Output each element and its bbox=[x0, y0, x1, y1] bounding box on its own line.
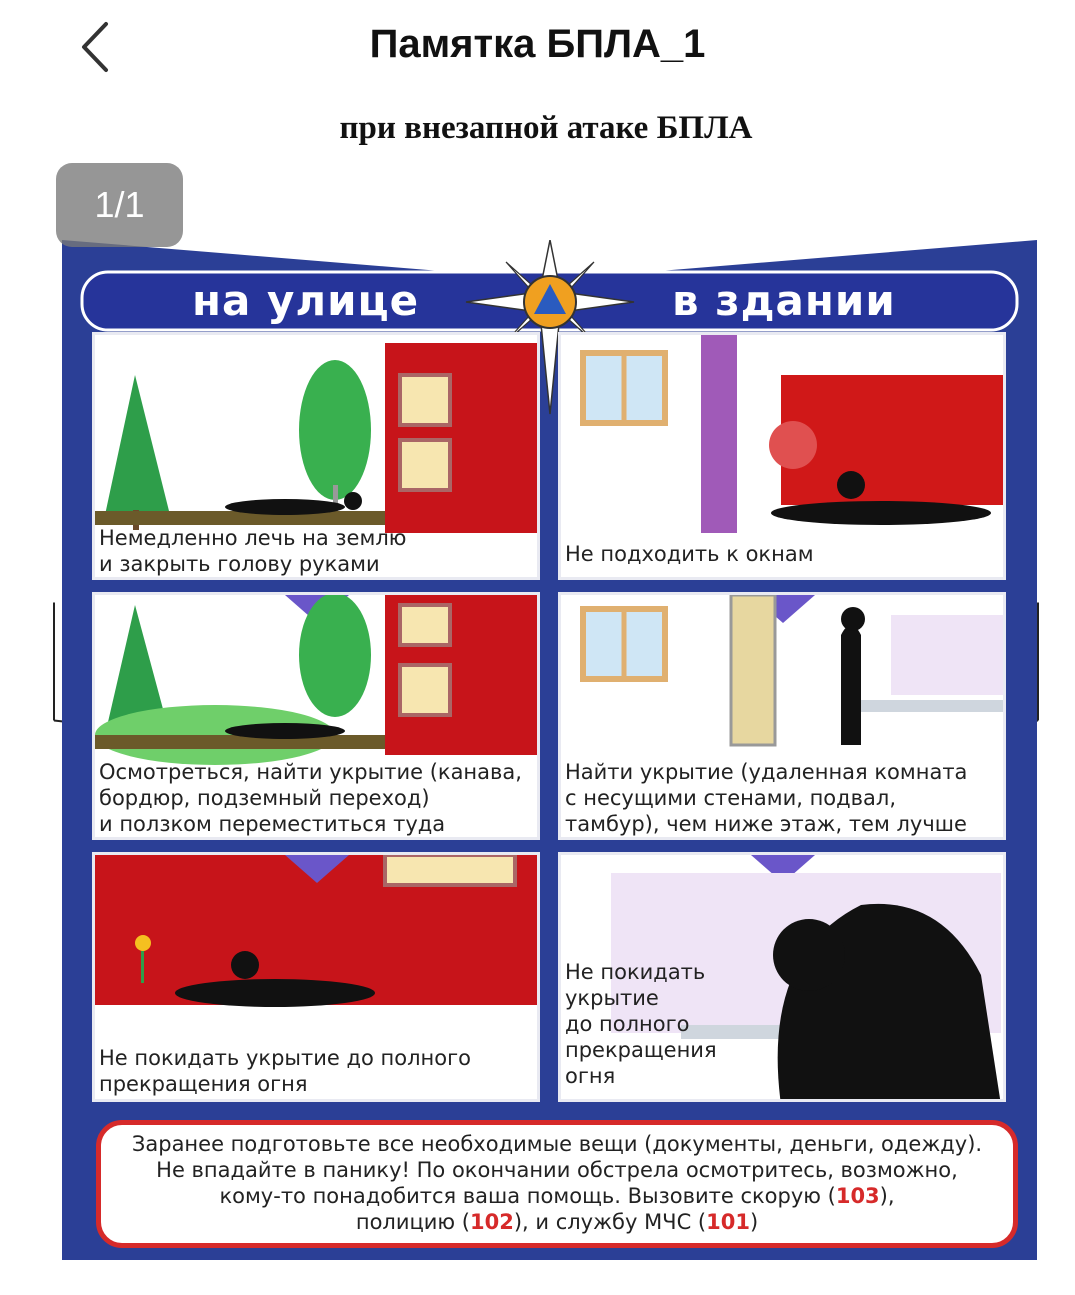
footer-note bbox=[110, 1131, 1004, 1235]
footer-line bbox=[110, 1209, 1004, 1235]
caption-street-3 bbox=[99, 1045, 471, 1097]
top-bar bbox=[0, 0, 1075, 95]
page-title: Памятка БПЛА_1 bbox=[369, 22, 706, 66]
caption-line: и закрыть голову руками bbox=[99, 552, 380, 576]
panel-street-lie-down bbox=[92, 332, 540, 580]
footer-text-part: полицию ( bbox=[355, 1210, 470, 1234]
caption-line: огня bbox=[565, 1064, 616, 1088]
caption-line: тамбур), чем ниже этаж, тем лучше bbox=[565, 812, 967, 836]
footer-text-part: кому-то понадобится ваша помощь. Вызовите скорую ( bbox=[219, 1184, 836, 1208]
caption-building-3 bbox=[565, 959, 717, 1089]
footer-line bbox=[110, 1183, 1004, 1209]
caption-line: прекращения bbox=[565, 1038, 717, 1062]
ambulance-number: 103 bbox=[835, 1184, 880, 1208]
caption-street-2 bbox=[99, 759, 522, 837]
caption-line: Найти укрытие (удаленная комната bbox=[565, 760, 968, 784]
footer-text-part: ), bbox=[879, 1184, 895, 1208]
panel-building-find-cover bbox=[558, 592, 1006, 840]
page-indicator: 1/1 bbox=[56, 163, 183, 247]
panel-building-windows bbox=[558, 332, 1006, 580]
document-subtitle: при внезапной атаке БПЛА bbox=[339, 110, 753, 146]
caption-line: бордюр, подземный переход) bbox=[99, 786, 430, 810]
footer-text-part: ) bbox=[749, 1210, 759, 1234]
emergency-number: 101 bbox=[706, 1210, 750, 1234]
caption-line: Немедленно лечь на землю bbox=[99, 526, 407, 550]
heading-building: в здании bbox=[672, 276, 896, 325]
police-number: 102 bbox=[469, 1210, 514, 1234]
panel-building-stay bbox=[558, 852, 1006, 1102]
caption-street-1 bbox=[99, 525, 406, 577]
panel-street-stay bbox=[92, 852, 540, 1102]
footer-text-part: ), и службу МЧС ( bbox=[513, 1210, 707, 1234]
caption-line: Не подходить к окнам bbox=[565, 542, 814, 566]
panel-street-find-cover bbox=[92, 592, 540, 840]
caption-line: прекращения огня bbox=[99, 1072, 308, 1096]
caption-line: Не покидать bbox=[565, 960, 706, 984]
caption-line: и ползком переместиться туда bbox=[99, 812, 446, 836]
caption-line: с несущими стенами, подвал, bbox=[565, 786, 897, 810]
caption-building-2 bbox=[565, 759, 967, 837]
caption-building-1 bbox=[565, 541, 814, 567]
caption-line: Не покидать укрытие до полного bbox=[99, 1046, 471, 1070]
footer-line: Не впадайте в панику! По окончании обстрела осмотритесь, возможно, bbox=[156, 1158, 958, 1182]
caption-line: Осмотреться, найти укрытие (канава, bbox=[99, 760, 522, 784]
footer-line: Заранее подготовьте все необходимые вещи (документы, деньги, одежду). bbox=[131, 1132, 983, 1156]
caption-line: до полного bbox=[565, 1012, 690, 1036]
safety-poster bbox=[62, 240, 1037, 1260]
heading-street: на улице bbox=[192, 276, 420, 325]
caption-line: укрытие bbox=[565, 986, 659, 1010]
